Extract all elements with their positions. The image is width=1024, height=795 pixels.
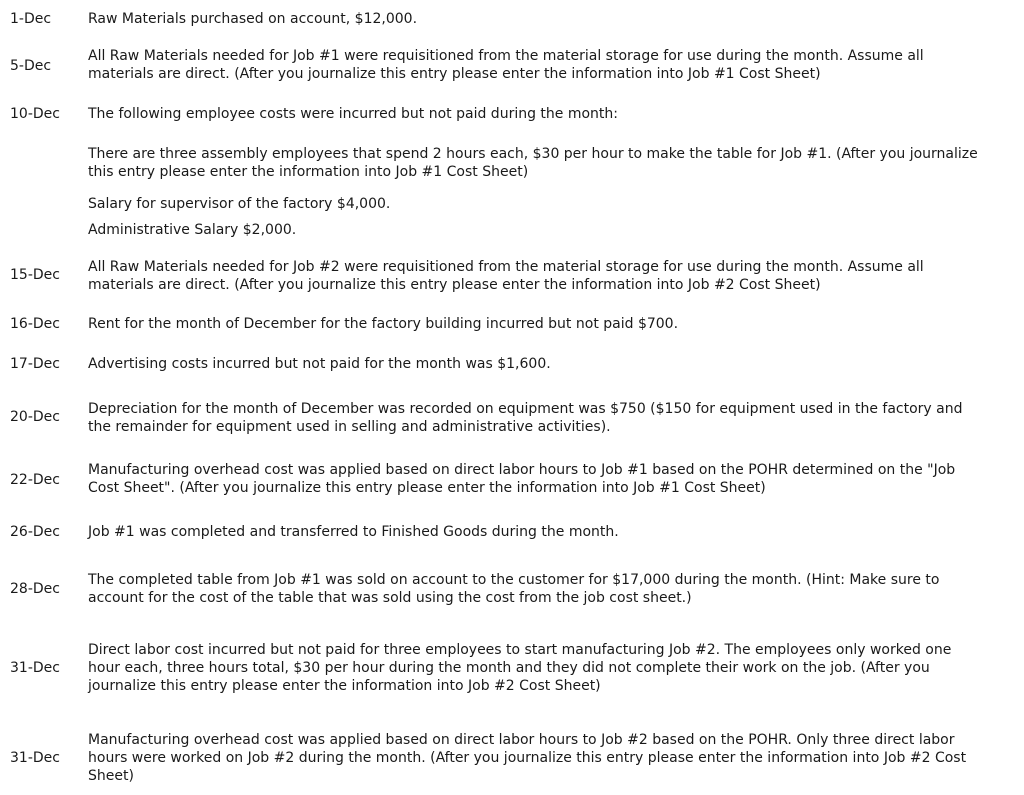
entry-date: 31-Dec <box>10 750 60 766</box>
entry-date: 10-Dec <box>10 106 60 122</box>
entry-text: Depreciation for the month of December was recorded on equipment was $750 ($150 for equipment used in the factory and the remainder for equipment used in selling and administrative activities). <box>88 401 963 435</box>
entry-date: 22-Dec <box>10 472 60 488</box>
entry-text: Raw Materials purchased on account, $12,000. <box>88 11 418 27</box>
entry-text: Manufacturing overhead cost was applied based on direct labor hours to Job #2 based on the POHR. Only three direct labor hours were worked on Job #2 during the month. (After you journalize this entry please enter the information into Job #2 Cost Sheet) <box>88 732 967 784</box>
entry-text: Administrative Salary $2,000. <box>88 222 297 238</box>
entry-text: Rent for the month of December for the factory building incurred but not paid $700. <box>88 316 679 332</box>
entry-date: 15-Dec <box>10 267 60 283</box>
entry-text: All Raw Materials needed for Job #1 were requisitioned from the material storage for use during the month. Assume all materials are direct. (After you journalize this entry please enter the information into Job #1 Cost Sheet) <box>88 48 924 82</box>
entry-date: 5-Dec <box>10 58 52 74</box>
entry-date: 31-Dec <box>10 660 60 676</box>
entry-text: Salary for supervisor of the factory $4,000. <box>88 196 391 212</box>
entry-text: Job #1 was completed and transferred to Finished Goods during the month. <box>88 524 619 540</box>
entry-date: 17-Dec <box>10 356 60 372</box>
entry-date: 16-Dec <box>10 316 60 332</box>
entry-text: There are three assembly employees that spend 2 hours each, $30 per hour to make the table for Job #1. (After you journalize this entry please enter the information into Job #1 Cost Sheet) <box>88 146 978 180</box>
entry-date: 20-Dec <box>10 409 60 425</box>
entry-text: Direct labor cost incurred but not paid for three employees to start manufacturing Job #2. The employees only worked one hour each, three hours total, $30 per hour during the month and they did not complete their work on the job. (After you journalize this entry please enter the information into Job #2 Cost Sheet) <box>88 642 952 694</box>
entry-date: 28-Dec <box>10 581 60 597</box>
entry-text: The completed table from Job #1 was sold on account to the customer for $17,000 during the month. (Hint: Make sure to account for the cost of the table that was sold using the cost from the job cost sheet.) <box>88 572 940 606</box>
entry-text: All Raw Materials needed for Job #2 were requisitioned from the material storage for use during the month. Assume all materials are direct. (After you journalize this entry please enter the information into Job #2 Cost Sheet) <box>88 259 924 293</box>
entry-date: 26-Dec <box>10 524 60 540</box>
entry-text: Advertising costs incurred but not paid for the month was $1,600. <box>88 356 551 372</box>
entry-text: The following employee costs were incurred but not paid during the month: <box>88 106 619 122</box>
entry-date: 1-Dec <box>10 11 52 27</box>
entry-text: Manufacturing overhead cost was applied based on direct labor hours to Job #1 based on the POHR determined on the "Job Cost Sheet". (After you journalize this entry please enter the information into Job #1 Cost Sheet) <box>88 462 956 496</box>
